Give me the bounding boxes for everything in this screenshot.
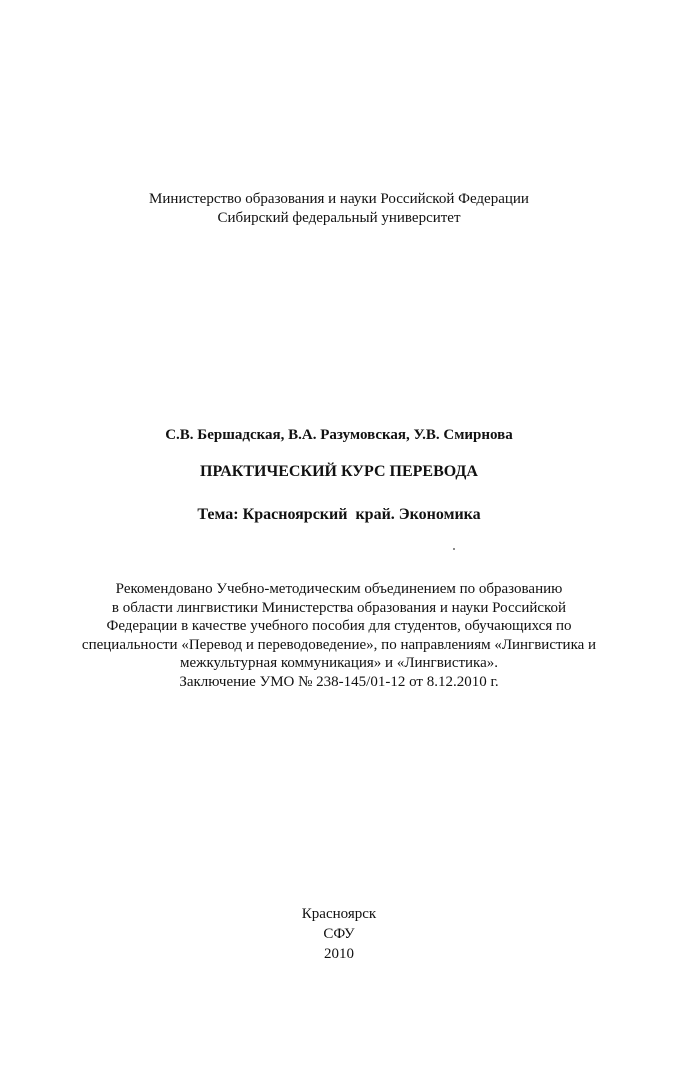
subtitle-text: Тема: Красноярский край. Экономика <box>197 506 481 523</box>
ministry-name: Министерство образования и науки Российской Федерации <box>149 191 529 207</box>
institution-header <box>0 190 678 228</box>
imprint-year: 2010 <box>324 946 354 962</box>
scan-speck <box>453 548 455 550</box>
recommendation-line: специальности «Перевод и переводоведение», по направлениям «Лингвистика и <box>81 636 597 653</box>
recommendation-line: Федерации в качестве учебного пособия для студентов, обучающихся по <box>106 618 572 634</box>
book-subtitle <box>0 505 678 525</box>
authors: С.В. Бершадская, В.А. Разумовская, У.В. Смирнова <box>165 427 513 443</box>
recommendation-line: Заключение УМО № 238-145/01-12 от 8.12.2010 г. <box>179 673 499 690</box>
recommendation-line: межкультурная коммуникация» и «Лингвистика». <box>179 655 499 671</box>
imprint <box>0 904 678 964</box>
imprint-publisher: СФУ <box>323 926 355 942</box>
imprint-city: Красноярск <box>301 906 377 922</box>
recommendation-line: Рекомендовано Учебно-методическим объединением по образованию <box>115 581 563 597</box>
university-name: Сибирский федеральный университет <box>217 210 461 226</box>
book-title: ПРАКТИЧЕСКИЙ КУРС ПЕРЕВОДА <box>200 463 478 480</box>
recommendation-line: в области лингвистики Министерства образования и науки Российской <box>111 599 567 616</box>
recommendation-note <box>0 580 678 691</box>
